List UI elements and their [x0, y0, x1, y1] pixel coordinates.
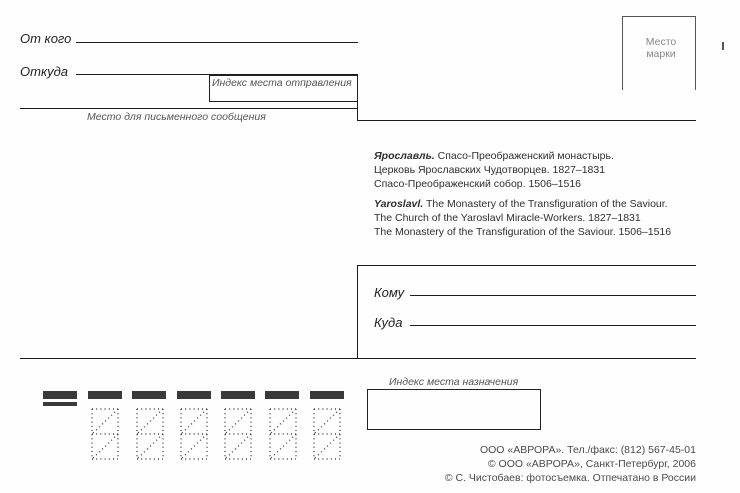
postcode-bar-6	[265, 391, 299, 399]
to-label: Кому	[374, 285, 405, 300]
caption-en-line2: The Church of the Yaroslavl Miracle-Workers. 1827–1831	[374, 212, 641, 224]
scan-mark	[722, 42, 724, 50]
message-area-label: Место для письменного сообщения	[87, 111, 266, 123]
postcode-bar-1	[43, 391, 77, 399]
caption-ru-line1	[374, 149, 614, 163]
postcode-bar-7	[310, 391, 344, 399]
postcode-bar-4	[177, 391, 211, 399]
postcode-digit-cell[interactable]	[135, 407, 165, 459]
photo-credit-line: © С. Чистобаев: фотосъемка. Отпечатано в России	[444, 472, 696, 484]
to-line[interactable]	[410, 295, 696, 296]
caption-en-line3: The Monastery of the Transfiguration of the Saviour. 1506–1516	[374, 226, 672, 238]
address-to-label: Куда	[374, 315, 403, 330]
caption-top-line	[357, 120, 696, 121]
from-label: От кого	[20, 31, 72, 46]
postcode-bar-5	[221, 391, 255, 399]
origin-index-label: Индекс места отправления	[212, 77, 352, 89]
destination-index-box[interactable]	[367, 389, 541, 430]
from-line[interactable]	[76, 42, 358, 43]
postcode-digit-cell[interactable]	[90, 407, 120, 459]
copyright-line: © ООО «АВРОРА», Санкт-Петербург, 2006	[487, 458, 696, 470]
bottom-line	[20, 358, 696, 359]
address-to-line[interactable]	[410, 325, 696, 326]
caption-en	[374, 197, 671, 239]
stamp-label-line1: Место	[645, 36, 677, 48]
address-from-label: Откуда	[20, 64, 68, 79]
postcode-bar-3	[132, 391, 166, 399]
postcode-digit-cell[interactable]	[179, 407, 209, 459]
caption-ru-line3: Спасо-Преображенский собор. 1506–1516	[374, 178, 582, 190]
message-area-top-line	[20, 108, 358, 109]
caption-en-city: Yaroslavl.	[374, 198, 424, 210]
destination-index-label: Индекс места назначения	[389, 376, 519, 388]
postcode-bar-1b	[43, 402, 77, 406]
caption-en-line1	[374, 197, 671, 211]
recipient-top-line	[357, 265, 696, 266]
postcode-bar-2	[88, 391, 122, 399]
caption-en-line1-text: The Monastery of the Transfiguration of the Saviour.	[423, 198, 668, 210]
postcode-digit-cell[interactable]	[223, 407, 253, 459]
caption-ru	[374, 149, 614, 191]
divider-top-segment	[357, 100, 358, 121]
postcode-digit-cell[interactable]	[312, 407, 342, 459]
postcode-digit-cell[interactable]	[268, 407, 298, 459]
caption-ru-line1-text: Спасо-Преображенский монастырь.	[434, 150, 614, 162]
caption-ru-city: Ярославль.	[374, 150, 435, 162]
recipient-left-line	[357, 265, 358, 359]
caption-ru-line2: Церковь Ярославских Чудотворцев. 1827–1831	[374, 164, 606, 176]
publisher-line: ООО «АВРОРА». Тел./факс: (812) 567-45-01	[479, 444, 696, 456]
stamp-label-line2: марки	[646, 48, 676, 60]
stamp-label	[640, 36, 682, 60]
